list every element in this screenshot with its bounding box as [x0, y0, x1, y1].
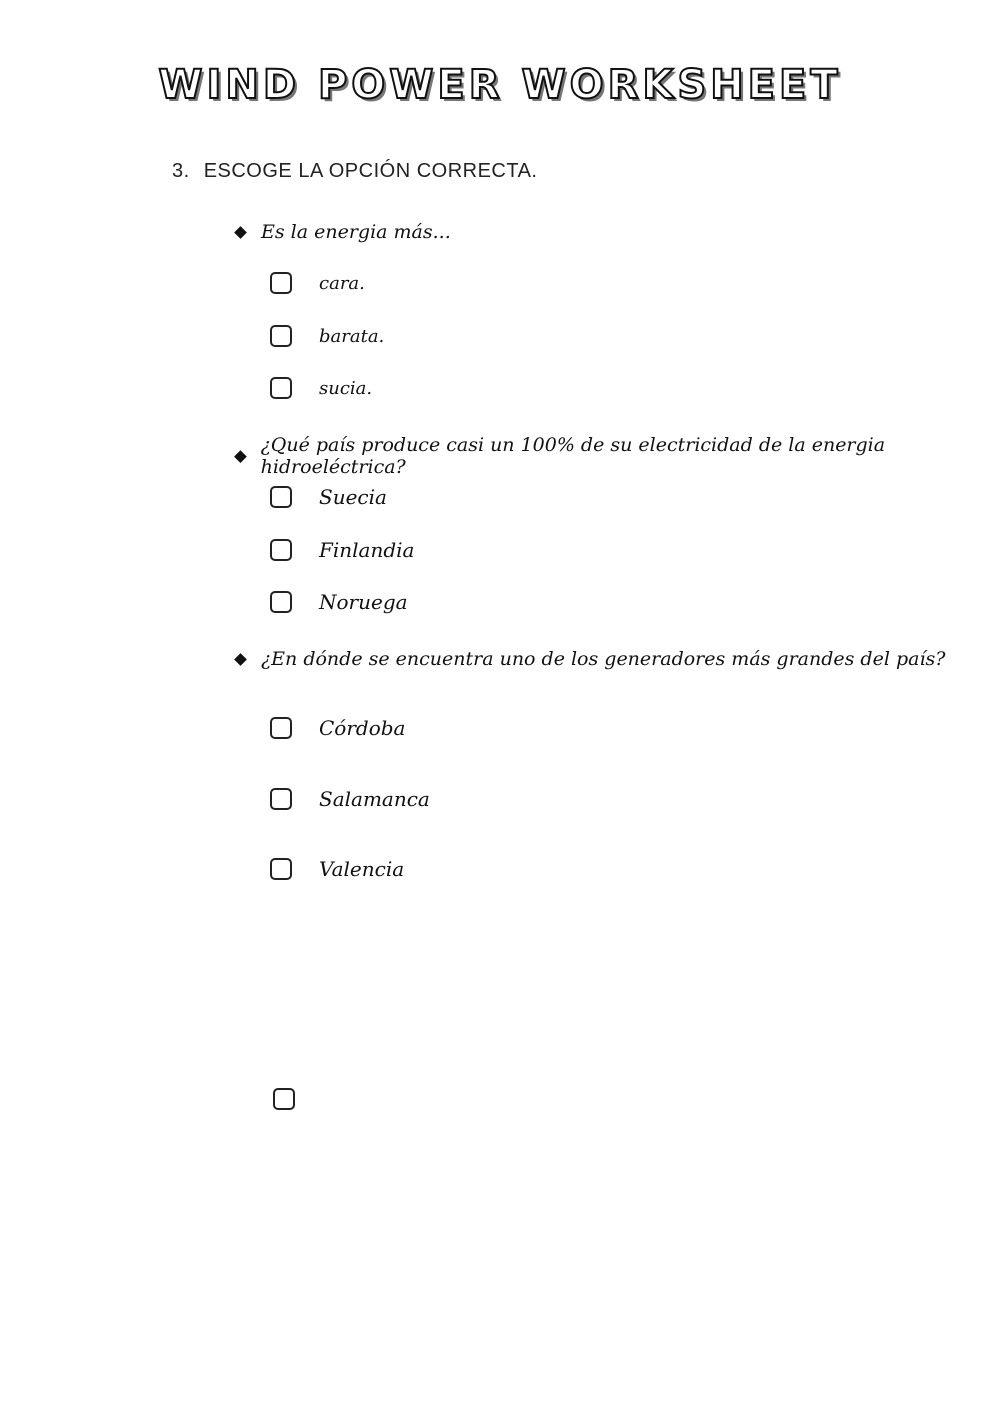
question-text: ¿En dónde se encuentra uno de los generadores más grandes del país? — [261, 648, 946, 670]
option-cara — [270, 272, 365, 294]
option-valencia — [270, 857, 404, 881]
checkbox-icon[interactable] — [270, 858, 292, 880]
option-cordoba — [270, 716, 405, 740]
question-3 — [236, 648, 945, 670]
diamond-bullet-icon — [234, 226, 247, 239]
option-sucia — [270, 377, 372, 399]
checkbox-icon[interactable] — [270, 272, 292, 294]
checkbox-icon[interactable] — [270, 325, 292, 347]
question-text: Es la energia más... — [261, 221, 451, 243]
option-label: Salamanca — [319, 787, 430, 811]
diamond-bullet-icon — [234, 450, 246, 462]
section-number: 3. — [172, 160, 190, 182]
checkbox-icon[interactable] — [270, 377, 292, 399]
question-1 — [236, 221, 451, 243]
question-text: ¿Qué país produce casi un 100% de su electricidad de la energia hidroeléctrica? — [260, 434, 886, 478]
option-empty — [273, 1088, 295, 1110]
checkbox-icon[interactable] — [270, 788, 292, 810]
checkbox-icon[interactable] — [270, 717, 292, 739]
option-label: Valencia — [319, 857, 405, 881]
option-noruega — [270, 590, 408, 614]
option-label: Córdoba — [319, 716, 406, 740]
option-label: Finlandia — [319, 538, 415, 562]
option-label: barata. — [319, 325, 385, 347]
option-label: Suecia — [319, 485, 387, 509]
worksheet-title: WIND POWER WORKSHEET — [158, 62, 842, 108]
option-suecia — [270, 485, 387, 509]
checkbox-icon[interactable] — [270, 486, 292, 508]
option-label: sucia. — [319, 377, 373, 399]
question-2 — [236, 434, 1000, 478]
section-heading — [172, 160, 538, 183]
option-barata — [270, 325, 384, 347]
checkbox-icon[interactable] — [270, 539, 292, 561]
checkbox-icon[interactable] — [270, 591, 292, 613]
option-label: cara. — [319, 272, 365, 294]
section-instruction: ESCOGE LA OPCIÓN CORRECTA. — [203, 160, 538, 182]
option-finlandia — [270, 538, 414, 562]
diamond-bullet-icon — [234, 653, 247, 666]
option-salamanca — [270, 787, 430, 811]
checkbox-icon[interactable] — [273, 1088, 295, 1110]
option-label: Noruega — [319, 590, 408, 614]
